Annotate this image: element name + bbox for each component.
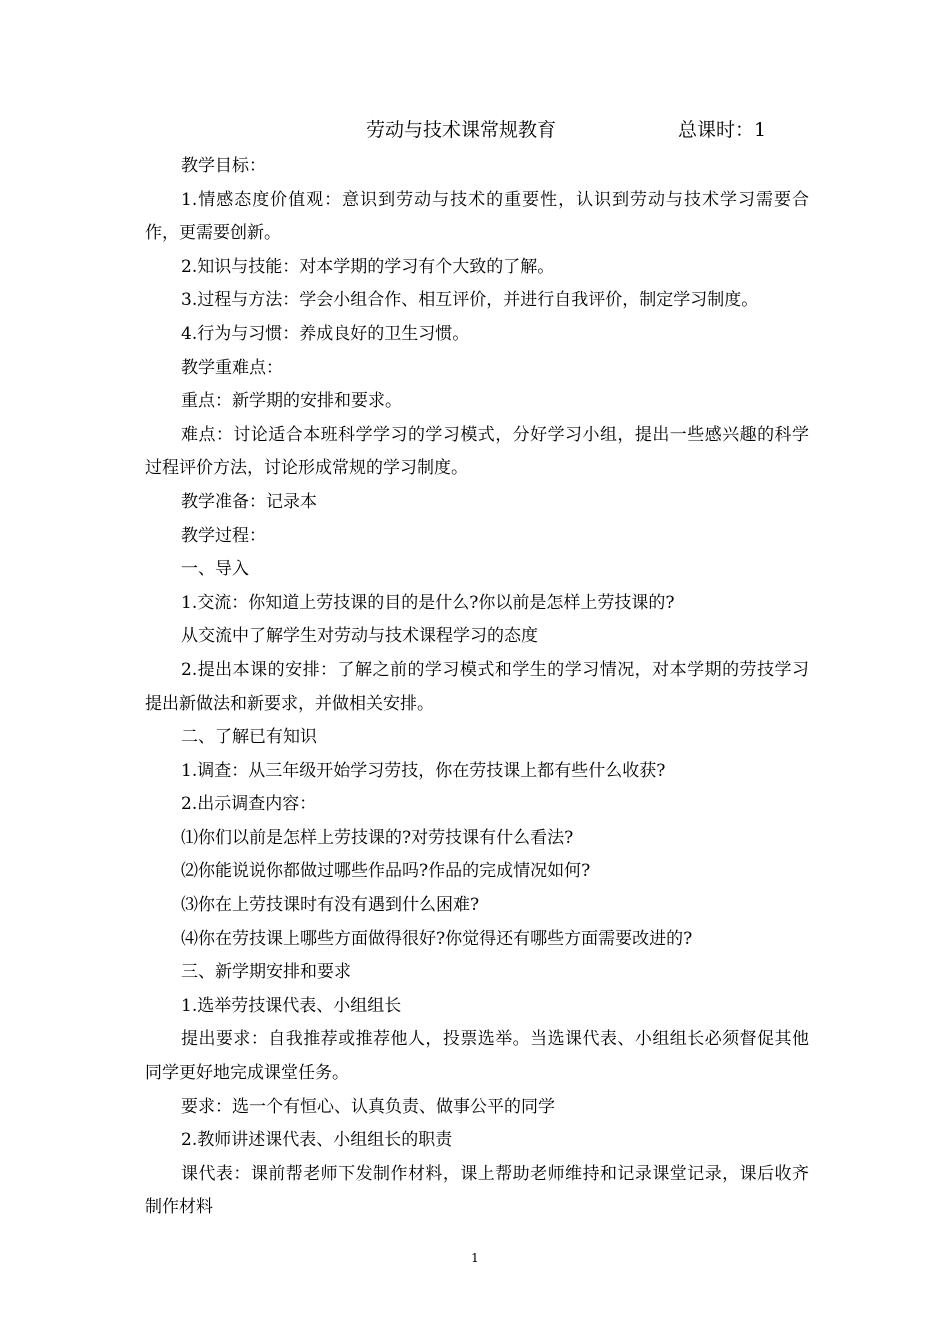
election-requirements: 提出要求：自我推荐或推荐他人，投票选举。当选课代表、小组组长必须督促其他同学更好地完成课堂任务。 [145,1029,809,1084]
document-title: 劳动与技术课常规教育 [366,119,557,141]
section-heading-objectives: 教学目标： [181,156,266,176]
teaching-preparation: 教学准备：记录本 [181,491,317,512]
section-heading-process: 教学过程： [181,525,266,546]
survey-question-2: ⑵你能说说你都做过哪些作品吗?作品的完成情况如何? [181,861,591,882]
page-number: 1 [471,1251,479,1265]
step-heading-new-semester: 三、新学期安排和要求 [181,962,351,983]
section-heading-key-points: 教学重难点： [181,357,283,378]
intro-item-1: 1.交流：你知道上劳技课的目的是什么?你以前是怎样上劳技课的? [181,592,675,613]
candidate-requirements: 要求：选一个有恒心、认真负责、做事公平的同学 [181,1096,555,1117]
difficult-point: 难点：讨论适合本班科学学习的学习模式，分好学习小组，提出一些感兴趣的科学过程评价方法，讨论形成常规的学习制度。 [145,424,809,479]
semester-item-1: 1.选举劳技课代表、小组组长 [181,995,402,1016]
semester-item-2: 2.教师讲述课代表、小组组长的职责 [181,1130,453,1151]
step-heading-introduction: 一、导入 [181,559,249,580]
step-heading-existing-knowledge: 二、了解已有知识 [181,727,317,748]
total-class-hours: 总课时：1 [678,119,767,141]
document-body [145,150,809,1225]
intro-note: 从交流中了解学生对劳动与技术课程学习的态度 [181,626,538,647]
objective-3: 3.过程与方法：学会小组合作、相互评价，并进行自我评价，制定学习制度。 [181,290,759,311]
title-row [0,114,950,146]
knowledge-item-1: 1.调查：从三年级开始学习劳技，你在劳技课上都有些什么收获? [181,760,666,781]
objective-4: 4.行为与习惯：养成良好的卫生习惯。 [181,323,470,344]
survey-question-3: ⑶你在上劳技课时有没有遇到什么困难? [181,895,480,916]
representative-duties: 课代表：课前帮老师下发制作材料，课上帮助老师维持和记录课堂记录，课后收齐制作材料 [145,1163,809,1218]
survey-question-4: ⑷你在劳技课上哪些方面做得很好?你觉得还有哪些方面需要改进的? [181,928,693,949]
key-point: 重点：新学期的安排和要求。 [181,391,402,412]
objective-1: 1.情感态度价值观：意识到劳动与技术的重要性，认识到劳动与技术学习需要合作，更需要创新。 [145,189,809,244]
survey-question-1: ⑴你们以前是怎样上劳技课的?对劳技课有什么看法? [181,827,574,848]
intro-item-2: 2.提出本课的安排：了解之前的学习模式和学生的学习情况，对本学期的劳技学习提出新做法和新要求，并做相关安排。 [145,659,809,714]
objective-2: 2.知识与技能：对本学期的学习有个大致的了解。 [181,256,555,277]
knowledge-item-2: 2.出示调查内容： [181,794,317,815]
